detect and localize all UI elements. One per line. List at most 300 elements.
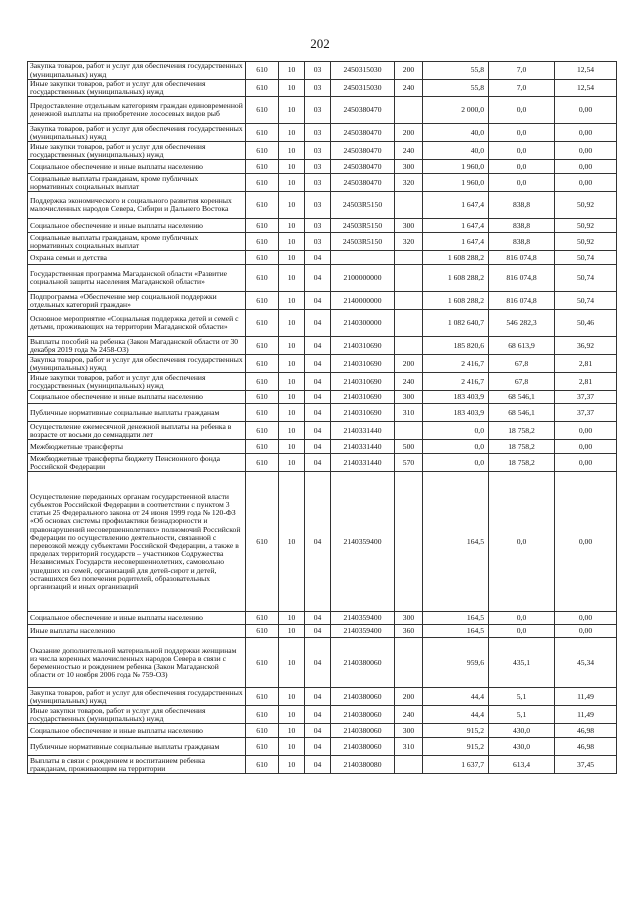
row-ved-cell: 610: [246, 62, 279, 80]
row-ved-cell: 610: [246, 404, 279, 422]
row-percent-cell: 46,98: [555, 724, 617, 738]
row-percent-cell: 2,81: [555, 355, 617, 373]
row-plan-cell: 915,2: [423, 738, 489, 756]
row-target-article-cell: 2140300000: [331, 310, 395, 337]
row-expense-type-cell: [395, 638, 423, 688]
row-subsection-cell: 03: [305, 124, 331, 142]
row-actual-cell: 838,8: [489, 219, 555, 233]
row-subsection-cell: 03: [305, 62, 331, 80]
row-ved-cell: 610: [246, 142, 279, 160]
row-target-article-cell: 2140380060: [331, 638, 395, 688]
row-section-cell: 10: [279, 174, 305, 192]
row-expense-type-cell: [395, 192, 423, 219]
row-subsection-cell: 04: [305, 612, 331, 625]
table-row: [28, 625, 617, 638]
row-actual-cell: 816 074,8: [489, 292, 555, 310]
row-name-cell: Закупка товаров, работ и услуг для обеспечения государственных (муниципальных) нужд: [28, 355, 246, 373]
row-section-cell: 10: [279, 625, 305, 638]
row-actual-cell: 68 613,9: [489, 337, 555, 355]
table-row: [28, 440, 617, 454]
row-name-cell: Социальное обеспечение и иные выплаты населению: [28, 219, 246, 233]
row-name-cell: Охрана семьи и детства: [28, 251, 246, 265]
row-subsection-cell: 04: [305, 310, 331, 337]
row-plan-cell: 1 647,4: [423, 192, 489, 219]
row-ved-cell: 610: [246, 706, 279, 724]
row-percent-cell: 50,92: [555, 233, 617, 251]
row-plan-cell: 915,2: [423, 724, 489, 738]
row-percent-cell: 0,00: [555, 454, 617, 472]
row-name-cell: Иные закупки товаров, работ и услуг для обеспечения государственных (муниципальных) нужд: [28, 80, 246, 97]
row-actual-cell: 7,0: [489, 80, 555, 97]
row-plan-cell: 0,0: [423, 440, 489, 454]
row-expense-type-cell: 300: [395, 612, 423, 625]
row-percent-cell: 37,37: [555, 391, 617, 404]
row-ved-cell: 610: [246, 265, 279, 292]
row-percent-cell: 12,54: [555, 62, 617, 80]
row-subsection-cell: 04: [305, 454, 331, 472]
row-target-article-cell: 2140310690: [331, 337, 395, 355]
row-name-cell: Оказание дополнительной материальной поддержки женщинам из числа коренных малочисленных народов Севера в связи с беременностью и рождением ребенка (Закон Магаданской области от 10 ноября 2006 года № 759-ОЗ): [28, 638, 246, 688]
row-subsection-cell: 04: [305, 391, 331, 404]
row-subsection-cell: 03: [305, 142, 331, 160]
row-target-article-cell: 2140331440: [331, 454, 395, 472]
row-target-article-cell: 2140380060: [331, 706, 395, 724]
row-name-cell: Поддержка экономического и социального развития коренных малочисленных народов Севера, Сибири и Дальнего Востока: [28, 192, 246, 219]
row-target-article-cell: 2450380470: [331, 124, 395, 142]
table-row: [28, 80, 617, 97]
row-actual-cell: 68 546,1: [489, 404, 555, 422]
row-section-cell: 10: [279, 373, 305, 391]
row-actual-cell: 0,0: [489, 174, 555, 192]
row-actual-cell: 0,0: [489, 97, 555, 124]
row-subsection-cell: 04: [305, 706, 331, 724]
row-expense-type-cell: 300: [395, 160, 423, 174]
row-ved-cell: 610: [246, 688, 279, 706]
row-ved-cell: 610: [246, 97, 279, 124]
row-subsection-cell: 03: [305, 192, 331, 219]
row-expense-type-cell: 240: [395, 80, 423, 97]
row-plan-cell: 1 608 288,2: [423, 292, 489, 310]
row-section-cell: 10: [279, 265, 305, 292]
row-ved-cell: 610: [246, 625, 279, 638]
row-target-article-cell: 2140380060: [331, 738, 395, 756]
row-plan-cell: 0,0: [423, 422, 489, 440]
row-name-cell: Закупка товаров, работ и услуг для обеспечения государственных (муниципальных) нужд: [28, 124, 246, 142]
row-ved-cell: 610: [246, 251, 279, 265]
row-target-article-cell: 2140310690: [331, 373, 395, 391]
row-section-cell: 10: [279, 756, 305, 774]
row-expense-type-cell: 360: [395, 625, 423, 638]
row-expense-type-cell: 240: [395, 373, 423, 391]
row-percent-cell: 12,54: [555, 80, 617, 97]
row-expense-type-cell: [395, 310, 423, 337]
row-plan-cell: 183 403,9: [423, 404, 489, 422]
row-percent-cell: 50,46: [555, 310, 617, 337]
row-subsection-cell: 03: [305, 219, 331, 233]
row-name-cell: Иные выплаты населению: [28, 625, 246, 638]
row-section-cell: 10: [279, 355, 305, 373]
row-expense-type-cell: [395, 756, 423, 774]
row-subsection-cell: 04: [305, 251, 331, 265]
row-ved-cell: 610: [246, 355, 279, 373]
row-plan-cell: 1 082 640,7: [423, 310, 489, 337]
table-row: [28, 160, 617, 174]
row-target-article-cell: 2140310690: [331, 391, 395, 404]
row-percent-cell: 11,49: [555, 706, 617, 724]
table-row: [28, 706, 617, 724]
row-plan-cell: 164,5: [423, 625, 489, 638]
row-name-cell: Публичные нормативные социальные выплаты гражданам: [28, 738, 246, 756]
row-target-article-cell: 24503R5150: [331, 192, 395, 219]
row-expense-type-cell: 200: [395, 124, 423, 142]
row-percent-cell: 0,00: [555, 625, 617, 638]
table-row: [28, 612, 617, 625]
row-expense-type-cell: [395, 292, 423, 310]
row-section-cell: 10: [279, 688, 305, 706]
row-subsection-cell: 03: [305, 80, 331, 97]
row-subsection-cell: 04: [305, 638, 331, 688]
row-ved-cell: 610: [246, 724, 279, 738]
row-section-cell: 10: [279, 337, 305, 355]
row-expense-type-cell: [395, 472, 423, 612]
row-name-cell: Осуществление переданных органам государственной власти субъектов Российской Федерации в соответствии с пунктом 3 статьи 25 Федерального закона от 24 июня 1999 года № 120-ФЗ «Об основах системы профилактики безнадзорности и правонарушений несовершеннолетних» полномочий Российской Федерации по осуществлению деятельности, связанной с перевозкой между субъектами Российской Федерации, а также в пределах территорий государств – участников Содружества Независимых Государств несовершеннолетних, самовольно ушедших из семей, организаций для детей-сирот и детей, оставшихся без попечения родителей, образовательных организаций и иных организаций: [28, 472, 246, 612]
row-plan-cell: 164,5: [423, 612, 489, 625]
row-actual-cell: 7,0: [489, 62, 555, 80]
row-name-cell: Закупка товаров, работ и услуг для обеспечения государственных (муниципальных) нужд: [28, 688, 246, 706]
table-row: [28, 638, 617, 688]
row-ved-cell: 610: [246, 292, 279, 310]
row-section-cell: 10: [279, 233, 305, 251]
table-row: [28, 738, 617, 756]
row-percent-cell: 0,00: [555, 142, 617, 160]
row-section-cell: 10: [279, 738, 305, 756]
row-plan-cell: 1 960,0: [423, 160, 489, 174]
row-section-cell: 10: [279, 612, 305, 625]
row-target-article-cell: 2140380060: [331, 724, 395, 738]
row-section-cell: 10: [279, 97, 305, 124]
row-plan-cell: 2 416,7: [423, 355, 489, 373]
row-plan-cell: 44,4: [423, 706, 489, 724]
row-plan-cell: 0,0: [423, 454, 489, 472]
row-target-article-cell: 2140380060: [331, 688, 395, 706]
row-plan-cell: 183 403,9: [423, 391, 489, 404]
row-ved-cell: 610: [246, 219, 279, 233]
table-row: [28, 472, 617, 612]
row-ved-cell: 610: [246, 373, 279, 391]
row-target-article-cell: 2450315030: [331, 62, 395, 80]
row-expense-type-cell: 310: [395, 738, 423, 756]
row-name-cell: Межбюджетные трансферты: [28, 440, 246, 454]
row-subsection-cell: 04: [305, 625, 331, 638]
table-row: [28, 724, 617, 738]
row-subsection-cell: 04: [305, 373, 331, 391]
row-section-cell: 10: [279, 472, 305, 612]
row-percent-cell: 50,74: [555, 265, 617, 292]
table-row: [28, 404, 617, 422]
row-plan-cell: 1 637,7: [423, 756, 489, 774]
row-actual-cell: 67,8: [489, 373, 555, 391]
row-target-article-cell: 2140359400: [331, 472, 395, 612]
row-subsection-cell: 04: [305, 337, 331, 355]
row-actual-cell: 18 758,2: [489, 440, 555, 454]
row-plan-cell: 1 647,4: [423, 219, 489, 233]
row-subsection-cell: 03: [305, 174, 331, 192]
row-target-article-cell: 2140331440: [331, 422, 395, 440]
row-percent-cell: 0,00: [555, 612, 617, 625]
row-section-cell: 10: [279, 422, 305, 440]
row-section-cell: 10: [279, 124, 305, 142]
table-row: [28, 124, 617, 142]
row-target-article-cell: 24503R5150: [331, 219, 395, 233]
row-name-cell: Межбюджетные трансферты бюджету Пенсионного фонда Российской Федерации: [28, 454, 246, 472]
row-expense-type-cell: 200: [395, 355, 423, 373]
row-target-article-cell: 2450380470: [331, 97, 395, 124]
row-actual-cell: 546 282,3: [489, 310, 555, 337]
row-percent-cell: 0,00: [555, 422, 617, 440]
row-section-cell: 10: [279, 706, 305, 724]
row-ved-cell: 610: [246, 454, 279, 472]
row-percent-cell: 37,45: [555, 756, 617, 774]
row-actual-cell: 5,1: [489, 706, 555, 724]
row-expense-type-cell: 500: [395, 440, 423, 454]
row-expense-type-cell: [395, 422, 423, 440]
row-name-cell: Социальное обеспечение и иные выплаты населению: [28, 612, 246, 625]
table-row: [28, 292, 617, 310]
row-target-article-cell: 2140359400: [331, 612, 395, 625]
row-ved-cell: 610: [246, 756, 279, 774]
row-section-cell: 10: [279, 404, 305, 422]
row-expense-type-cell: 240: [395, 142, 423, 160]
row-plan-cell: 55,8: [423, 80, 489, 97]
row-ved-cell: 610: [246, 310, 279, 337]
row-actual-cell: 18 758,2: [489, 454, 555, 472]
table-row: [28, 391, 617, 404]
row-percent-cell: 11,49: [555, 688, 617, 706]
row-actual-cell: 0,0: [489, 472, 555, 612]
row-ved-cell: 610: [246, 174, 279, 192]
row-ved-cell: 610: [246, 440, 279, 454]
table-row: [28, 233, 617, 251]
row-subsection-cell: 04: [305, 265, 331, 292]
row-ved-cell: 610: [246, 192, 279, 219]
row-plan-cell: 2 000,0: [423, 97, 489, 124]
row-plan-cell: 1 960,0: [423, 174, 489, 192]
row-plan-cell: 959,6: [423, 638, 489, 688]
row-ved-cell: 610: [246, 391, 279, 404]
row-actual-cell: 18 758,2: [489, 422, 555, 440]
row-actual-cell: 0,0: [489, 160, 555, 174]
page-number: 202: [310, 36, 330, 51]
row-actual-cell: 0,0: [489, 625, 555, 638]
row-name-cell: Подпрограмма «Обеспечение мер социальной поддержки отдельных категорий граждан»: [28, 292, 246, 310]
row-actual-cell: 613,4: [489, 756, 555, 774]
row-section-cell: 10: [279, 391, 305, 404]
row-actual-cell: 0,0: [489, 142, 555, 160]
row-section-cell: 10: [279, 638, 305, 688]
row-section-cell: 10: [279, 192, 305, 219]
row-subsection-cell: 03: [305, 97, 331, 124]
row-percent-cell: 0,00: [555, 472, 617, 612]
row-section-cell: 10: [279, 80, 305, 97]
row-expense-type-cell: 300: [395, 219, 423, 233]
row-target-article-cell: 2140380080: [331, 756, 395, 774]
row-expense-type-cell: 310: [395, 404, 423, 422]
row-subsection-cell: 04: [305, 292, 331, 310]
table-row: [28, 454, 617, 472]
row-target-article-cell: 2450380470: [331, 142, 395, 160]
row-target-article-cell: 2140310690: [331, 404, 395, 422]
row-percent-cell: 0,00: [555, 97, 617, 124]
row-name-cell: Публичные нормативные социальные выплаты гражданам: [28, 404, 246, 422]
row-ved-cell: 610: [246, 160, 279, 174]
table-row: [28, 97, 617, 124]
row-plan-cell: 185 820,6: [423, 337, 489, 355]
row-section-cell: 10: [279, 440, 305, 454]
table-row: [28, 174, 617, 192]
row-subsection-cell: 04: [305, 472, 331, 612]
table-row: [28, 192, 617, 219]
row-name-cell: Иные закупки товаров, работ и услуг для обеспечения государственных (муниципальных) нужд: [28, 706, 246, 724]
row-ved-cell: 610: [246, 124, 279, 142]
row-percent-cell: 50,92: [555, 219, 617, 233]
row-expense-type-cell: 300: [395, 391, 423, 404]
table-row: [28, 355, 617, 373]
table-row: [28, 688, 617, 706]
row-ved-cell: 610: [246, 80, 279, 97]
row-subsection-cell: 04: [305, 355, 331, 373]
row-section-cell: 10: [279, 292, 305, 310]
row-expense-type-cell: 300: [395, 724, 423, 738]
row-plan-cell: 55,8: [423, 62, 489, 80]
row-plan-cell: 40,0: [423, 124, 489, 142]
row-name-cell: Основное мероприятие «Социальная поддержка детей и семей с детьми, проживающих на территории Магаданской области»: [28, 310, 246, 337]
row-section-cell: 10: [279, 62, 305, 80]
row-name-cell: Выплаты в связи с рождением и воспитанием ребенка гражданам, проживающим на территории: [28, 756, 246, 774]
row-name-cell: Социальное обеспечение и иные выплаты населению: [28, 724, 246, 738]
row-actual-cell: 0,0: [489, 124, 555, 142]
row-percent-cell: 0,00: [555, 160, 617, 174]
row-actual-cell: 430,0: [489, 724, 555, 738]
row-target-article-cell: 2100000000: [331, 265, 395, 292]
row-name-cell: Иные закупки товаров, работ и услуг для обеспечения государственных (муниципальных) нужд: [28, 142, 246, 160]
row-actual-cell: 816 074,8: [489, 265, 555, 292]
row-expense-type-cell: 320: [395, 174, 423, 192]
row-ved-cell: 610: [246, 337, 279, 355]
row-target-article-cell: 2450380470: [331, 160, 395, 174]
table-row: [28, 756, 617, 774]
row-plan-cell: 1 608 288,2: [423, 251, 489, 265]
row-actual-cell: 838,8: [489, 192, 555, 219]
row-expense-type-cell: 200: [395, 62, 423, 80]
row-plan-cell: 1 608 288,2: [423, 265, 489, 292]
row-percent-cell: 0,00: [555, 440, 617, 454]
row-actual-cell: 838,8: [489, 233, 555, 251]
row-percent-cell: 36,92: [555, 337, 617, 355]
row-actual-cell: 67,8: [489, 355, 555, 373]
row-target-article-cell: 2140000000: [331, 292, 395, 310]
row-actual-cell: 68 546,1: [489, 391, 555, 404]
row-expense-type-cell: [395, 337, 423, 355]
row-plan-cell: 164,5: [423, 472, 489, 612]
row-name-cell: Закупка товаров, работ и услуг для обеспечения государственных (муниципальных) нужд: [28, 62, 246, 80]
table-row: [28, 337, 617, 355]
row-ved-cell: 610: [246, 612, 279, 625]
row-subsection-cell: 04: [305, 688, 331, 706]
row-target-article-cell: 2140310690: [331, 355, 395, 373]
row-expense-type-cell: [395, 265, 423, 292]
row-actual-cell: 430,0: [489, 738, 555, 756]
row-plan-cell: 2 416,7: [423, 373, 489, 391]
row-percent-cell: 0,00: [555, 124, 617, 142]
row-target-article-cell: 2450315030: [331, 80, 395, 97]
row-section-cell: 10: [279, 219, 305, 233]
budget-table: [27, 61, 617, 774]
row-name-cell: Выплаты пособий на ребенка (Закон Магаданской области от 30 декабря 2019 года № 2458-ОЗ): [28, 337, 246, 355]
row-subsection-cell: 03: [305, 160, 331, 174]
row-expense-type-cell: 240: [395, 706, 423, 724]
row-section-cell: 10: [279, 454, 305, 472]
row-plan-cell: 40,0: [423, 142, 489, 160]
row-percent-cell: 50,74: [555, 251, 617, 265]
row-percent-cell: 45,34: [555, 638, 617, 688]
row-target-article-cell: 2140359400: [331, 625, 395, 638]
row-ved-cell: 610: [246, 738, 279, 756]
row-percent-cell: 50,74: [555, 292, 617, 310]
row-percent-cell: 46,98: [555, 738, 617, 756]
table-row: [28, 265, 617, 292]
row-section-cell: 10: [279, 310, 305, 337]
table-row: [28, 62, 617, 80]
row-actual-cell: 0,0: [489, 612, 555, 625]
table-row: [28, 422, 617, 440]
table-row: [28, 219, 617, 233]
row-expense-type-cell: [395, 97, 423, 124]
row-name-cell: Иные закупки товаров, работ и услуг для обеспечения государственных (муниципальных) нужд: [28, 373, 246, 391]
row-section-cell: 10: [279, 251, 305, 265]
row-subsection-cell: 04: [305, 724, 331, 738]
row-name-cell: Предоставление отдельным категориям граждан единовременной денежной выплаты на приобретение лососевых видов рыб: [28, 97, 246, 124]
row-target-article-cell: 24503R5150: [331, 233, 395, 251]
row-name-cell: Социальное обеспечение и иные выплаты населению: [28, 391, 246, 404]
row-actual-cell: 816 074,8: [489, 251, 555, 265]
row-plan-cell: 44,4: [423, 688, 489, 706]
row-target-article-cell: [331, 251, 395, 265]
row-name-cell: Социальные выплаты гражданам, кроме публичных нормативных социальных выплат: [28, 174, 246, 192]
row-name-cell: Социальные выплаты гражданам, кроме публичных нормативных социальных выплат: [28, 233, 246, 251]
row-section-cell: 10: [279, 724, 305, 738]
row-section-cell: 10: [279, 142, 305, 160]
row-target-article-cell: 2140331440: [331, 440, 395, 454]
row-name-cell: Осуществление ежемесячной денежной выплаты на ребенка в возрасте от восьми до семнадцати лет: [28, 422, 246, 440]
row-expense-type-cell: 570: [395, 454, 423, 472]
row-name-cell: Социальное обеспечение и иные выплаты населению: [28, 160, 246, 174]
row-subsection-cell: 04: [305, 756, 331, 774]
budget-table-body: [28, 62, 617, 774]
row-ved-cell: 610: [246, 638, 279, 688]
row-target-article-cell: 2450380470: [331, 174, 395, 192]
row-subsection-cell: 04: [305, 422, 331, 440]
table-row: [28, 251, 617, 265]
row-expense-type-cell: 320: [395, 233, 423, 251]
row-ved-cell: 610: [246, 233, 279, 251]
row-plan-cell: 1 647,4: [423, 233, 489, 251]
row-actual-cell: 5,1: [489, 688, 555, 706]
row-percent-cell: 50,92: [555, 192, 617, 219]
row-subsection-cell: 03: [305, 233, 331, 251]
row-expense-type-cell: 200: [395, 688, 423, 706]
row-percent-cell: 37,37: [555, 404, 617, 422]
row-percent-cell: 2,81: [555, 373, 617, 391]
